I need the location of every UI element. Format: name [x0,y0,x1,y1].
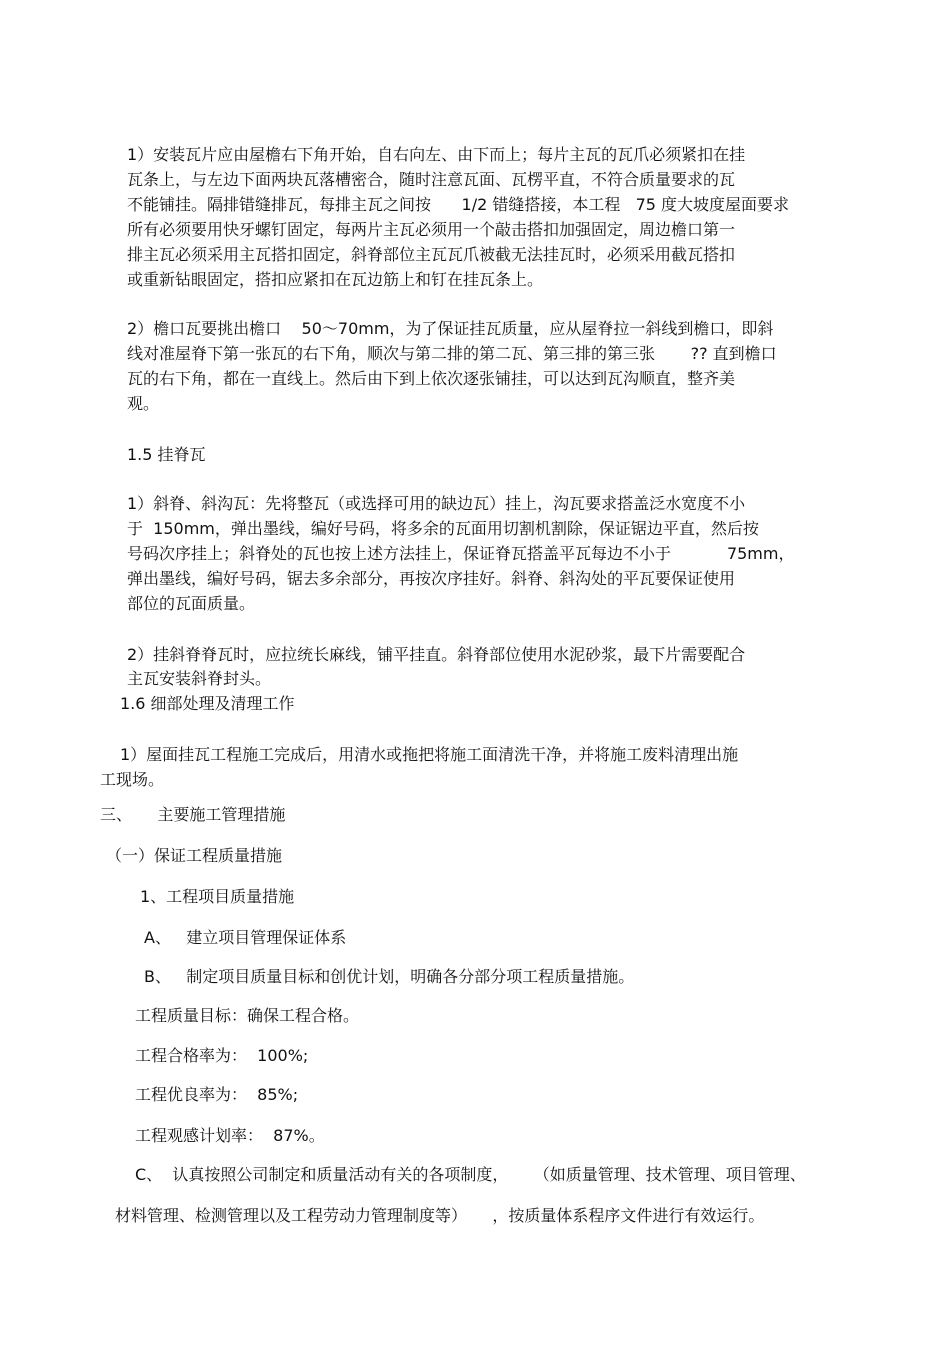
text-line: 1）安装瓦片应由屋檐右下角开始，自右向左、由下而上；每片主瓦的瓦爪必须紧扣在挂 [127,145,746,164]
text-line: 主瓦安装斜脊封头。 [127,669,272,688]
text-line: 不能铺挂。隔排错缝排瓦，每排主瓦之间按 1/2 错缝搭接，本工程 75 度大坡度屋面要求 [127,195,790,214]
text-line: 线对准屋脊下第一张瓦的右下角，顺次与第二排的第二瓦、第三排的第三张 ?? 直到檐口 [127,344,777,363]
text-line: 瓦条上，与左边下面两块瓦落槽密合，随时注意瓦面、瓦楞平直，不符合质量要求的瓦 [127,170,736,189]
list-item: B、 制定项目质量目标和创优计划，明确各分部分项工程质量措施。 [144,967,635,986]
text-line: 观。 [127,394,160,413]
subsection-heading: （一）保证工程质量措施 [106,846,283,865]
text-line: 2）檐口瓦要挑出檐口 50～70mm，为了保证挂瓦质量，应从屋脊拉一斜线到檐口，即斜 [127,319,774,338]
chapter-heading: 三、 主要施工管理措施 [100,805,286,824]
text-line: 工现场。 [100,770,165,789]
text-line: 工程观感计划率： 87%。 [135,1126,325,1145]
text-line: 工程质量目标：确保工程合格。 [135,1006,360,1025]
text-line: 工程合格率为： 100%; [135,1046,309,1065]
text-line: 所有必须要用快牙螺钉固定，每两片主瓦必须用一个敲击搭扣加强固定，周边檐口第一 [127,220,736,239]
text-line: 弹出墨线，编好号码，锯去多余部分，再按次序挂好。斜脊、斜沟处的平瓦要保证使用 [127,569,736,588]
text-line: 或重新钻眼固定，搭扣应紧扣在瓦边筋上和钉在挂瓦条上。 [127,270,544,289]
list-item: A、 建立项目管理保证体系 [144,928,347,947]
text-line: 部位的瓦面质量。 [127,594,256,613]
text-line: 2）挂斜脊脊瓦时，应拉统长麻线，铺平挂直。斜脊部位使用水泥砂浆，最下片需要配合 [127,645,746,664]
text-line: 1）屋面挂瓦工程施工完成后，用清水或拖把将施工面清洗干净，并将施工废料清理出施 [120,745,739,764]
section-heading: 1.5 挂脊瓦 [127,445,206,464]
text-line: 于 150mm，弹出墨线，编好号码，将多余的瓦面用切割机割除，保证锯边平直，然后按 [127,519,759,538]
section-heading: 1.6 细部处理及清理工作 [120,694,295,713]
text-line: 排主瓦必须采用主瓦搭扣固定，斜脊部位主瓦瓦爪被截无法挂瓦时，必须采用截瓦搭扣 [127,245,736,264]
text-line: 瓦的右下角，都在一直线上。然后由下到上依次逐张铺挂，可以达到瓦沟顺直，整齐美 [127,369,736,388]
subsection-heading: 1、工程项目质量措施 [140,887,295,906]
text-line: 1）斜脊、斜沟瓦：先将整瓦（或选择可用的缺边瓦）挂上，沟瓦要求搭盖泛水宽度不小 [127,494,746,513]
text-line: 工程优良率为： 85%; [135,1085,299,1104]
text-line: 号码次序挂上；斜脊处的瓦也按上述方法挂上，保证脊瓦搭盖平瓦每边不小于 75mm， [127,544,795,563]
list-item: C、 认真按照公司制定和质量活动有关的各项制度， （如质量管理、技术管理、项目管理、 [135,1165,806,1184]
text-line: 材料管理、检测管理以及工程劳动力管理制度等） ，按质量体系程序文件进行有效运行。 [115,1206,765,1225]
